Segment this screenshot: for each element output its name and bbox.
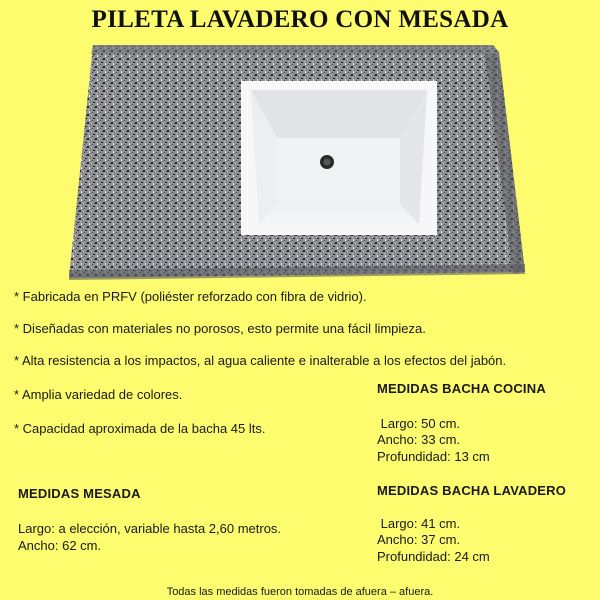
sink-countertop-photo xyxy=(55,42,555,287)
bacha-lavadero-ancho: Ancho: 37 cm. xyxy=(377,532,461,547)
feature-non-porous: * Diseñadas con materiales no porosos, esto permite una fácil limpieza. xyxy=(14,321,426,336)
feature-resistance: * Alta resistencia a los impactos, al agua caliente e inalterable a los efectos del jabón. xyxy=(14,353,507,368)
bacha-cocina-profundidad: Profundidad: 13 cm xyxy=(377,449,490,464)
mesada-ancho: Ancho: 62 cm. xyxy=(18,538,102,553)
bacha-cocina-heading: MEDIDAS BACHA COCINA xyxy=(377,381,546,396)
bacha-lavadero-heading: MEDIDAS BACHA LAVADERO xyxy=(377,483,567,498)
bacha-cocina-largo: Largo: 50 cm. xyxy=(377,416,461,431)
footer-note: Todas las medidas fueron tomadas de afuera – afuera. xyxy=(166,586,434,598)
bacha-lavadero-largo: Largo: 41 cm. xyxy=(377,516,461,531)
bacha-cocina-ancho: Ancho: 33 cm. xyxy=(377,432,461,447)
feature-material: * Fabricada en PRFV (poliéster reforzado con fibra de vidrio). xyxy=(14,289,367,304)
feature-capacity: * Capacidad aproximada de la bacha 45 lts. xyxy=(14,421,266,436)
feature-colors: * Amplia variedad de colores. xyxy=(14,387,183,402)
page-title: PILETA LAVADERO CON MESADA xyxy=(91,6,509,33)
mesada-heading: MEDIDAS MESADA xyxy=(18,486,141,501)
bacha-lavadero-profundidad: Profundidad: 24 cm xyxy=(377,549,490,564)
mesada-largo: Largo: a elección, variable hasta 2,60 metros. xyxy=(18,521,282,536)
